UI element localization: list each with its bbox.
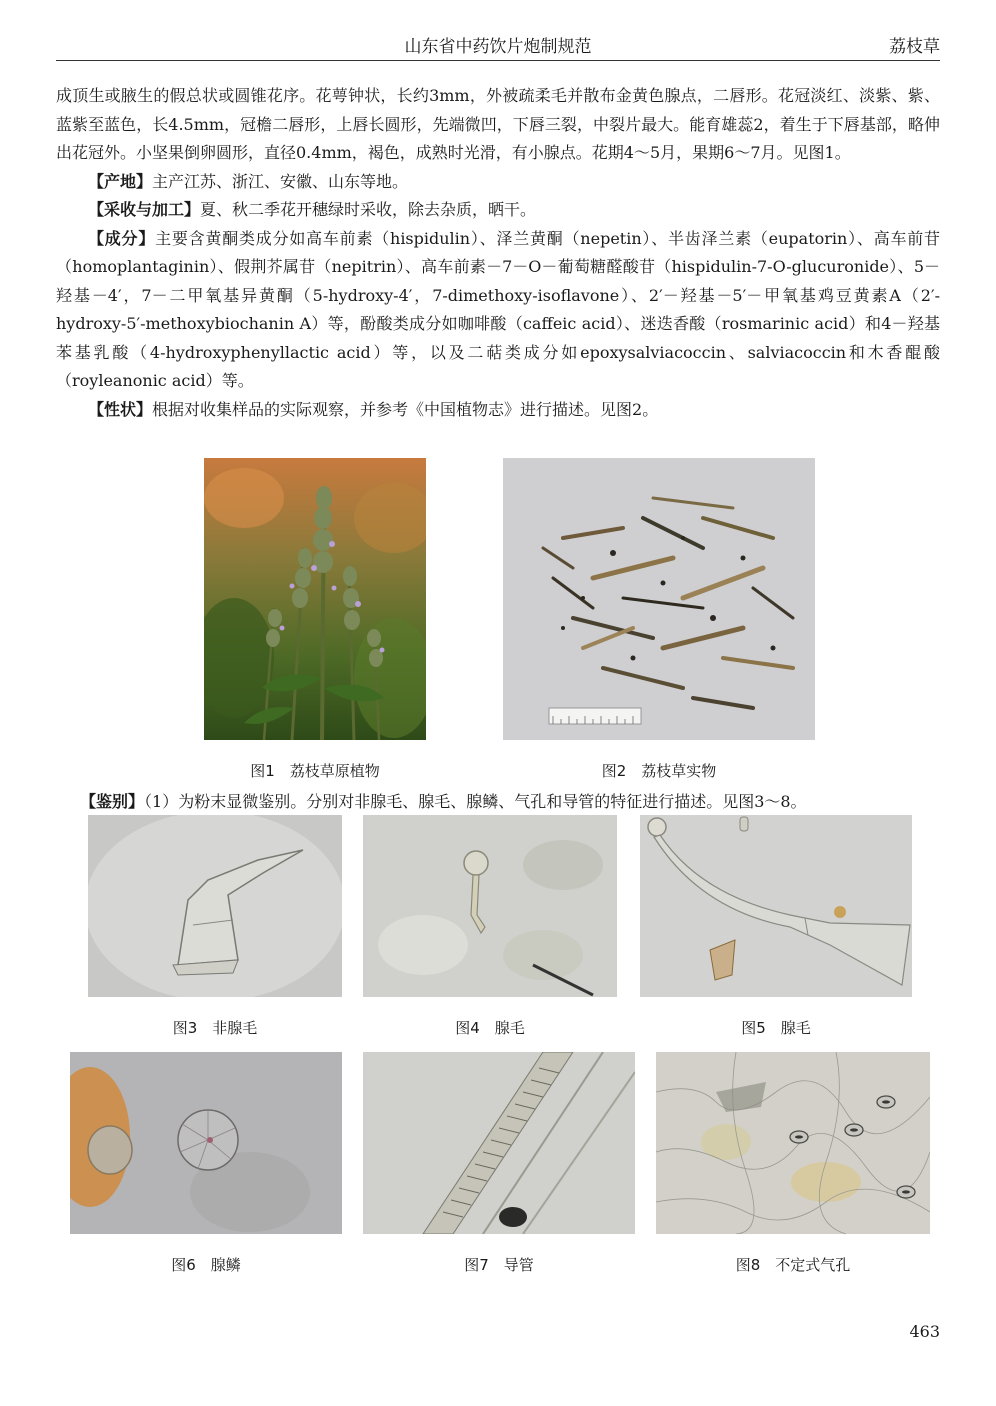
figure-3-micrograph	[88, 815, 342, 997]
figure-8-micrograph	[656, 1052, 930, 1234]
origin-text: 主产江苏、浙江、安徽、山东等地。	[152, 171, 409, 191]
figure-6-caption: 图6 腺鳞	[171, 1256, 241, 1274]
paragraph-description: 成顶生或腋生的假总状或圆锥花序。花萼钟状，长约3mm，外被疏柔毛并散布金黄色腺点，二唇形。花冠淡红、淡紫、紫、蓝紫至蓝色，长4.5mm，冠檐二唇形，上唇长圆形，先端微凹，下唇三裂，中裂片最大。能育雄蕊2，着生于下唇基部，略伸出花冠外。小坚果倒卵圆形，直径0.4mm，褐色，成熟时光滑，有小腺点。花期4～5月，果期6～7月。见图1。	[56, 86, 940, 162]
figure-4-caption: 图4 腺毛	[455, 1019, 525, 1037]
figure-6-micrograph	[70, 1052, 342, 1234]
anomocytic-stomata-image	[656, 1052, 930, 1234]
section-tag-origin: 【产地】	[88, 171, 153, 191]
plant-photo-image	[204, 458, 426, 740]
page-number: 463	[909, 1322, 940, 1341]
body-text	[56, 82, 940, 424]
scale-ruler	[549, 708, 641, 724]
running-header	[56, 30, 940, 60]
figure-1-caption: 图1 荔枝草原植物	[250, 762, 380, 780]
figure-7-caption: 图7 导管	[464, 1256, 534, 1274]
figure-5-caption: 图5 腺毛	[741, 1019, 811, 1037]
figure-4-micrograph	[363, 815, 617, 997]
paragraph-properties	[56, 396, 940, 425]
glandular-hair-image-2	[640, 815, 912, 997]
vessel-image	[363, 1052, 635, 1234]
components-text: 主要含黄酮类成分如高车前素（hispidulin）、泽兰黄酮（nepetin）、半齿泽兰素（eupatorin）、高车前苷（homoplantaginin）、假荆芥属苷（nepitrin）、高车前素－7－O－葡萄糖醛酸苷（hispidulin-7-O-glucuronide）、5－羟基－4′，7－二甲氧基异黄酮（5-hydroxy-4′，7-dimethoxy-isoflavone）、2′－羟基－5′－甲氧基鸡豆黄素A（2′-hydroxy-5′-methoxybiochanin A）等，酚酸类成分如咖啡酸（caffeic acid）、迷迭香酸（rosmarinic acid）和4－羟基苯基乳酸（4-hydroxyphenyllactic acid）等，以及二萜类成分如epoxysalviacoccin、salviacoccin和木香醌酸（royleanonic acid）等。	[56, 228, 940, 390]
figure-7-micrograph	[363, 1052, 635, 1234]
figure-2-specimen-photo	[503, 458, 815, 740]
glandular-scale-image	[70, 1052, 342, 1234]
paragraph-identification	[80, 789, 807, 812]
identification-text: （1）为粉末显微鉴别。分别对非腺毛、腺毛、腺鳞、气孔和导管的特征进行描述。见图3～8。	[144, 792, 807, 811]
harvest-text: 夏、秋二季花开穗绿时采收，除去杂质，晒干。	[200, 200, 537, 219]
specimen-photo-image	[503, 458, 815, 740]
section-tag-properties: 【性状】	[88, 399, 153, 419]
figure-8-caption: 图8 不定式气孔	[735, 1256, 851, 1274]
glandular-hair-image-1	[363, 815, 617, 997]
properties-text: 根据对收集样品的实际观察，并参考《中国植物志》进行描述。见图2。	[152, 399, 659, 419]
paragraph-harvest	[56, 196, 940, 225]
non-glandular-hair-image	[88, 815, 342, 997]
book-title: 山东省中药饮片炮制规范	[404, 37, 592, 57]
paragraph-components	[56, 225, 940, 396]
figure-1-plant-photo	[204, 458, 426, 740]
paragraph-origin	[56, 168, 940, 197]
herb-name: 荔枝草	[889, 37, 940, 57]
section-tag-identification: 【鉴别】	[80, 792, 145, 811]
figure-3-caption: 图3 非腺毛	[172, 1019, 258, 1037]
section-tag-harvest: 【采收与加工】	[88, 200, 201, 219]
header-rule	[56, 60, 940, 61]
section-tag-components: 【成分】	[88, 228, 156, 248]
figure-2-caption: 图2 荔枝草实物	[601, 762, 717, 780]
figure-5-micrograph	[640, 815, 912, 997]
